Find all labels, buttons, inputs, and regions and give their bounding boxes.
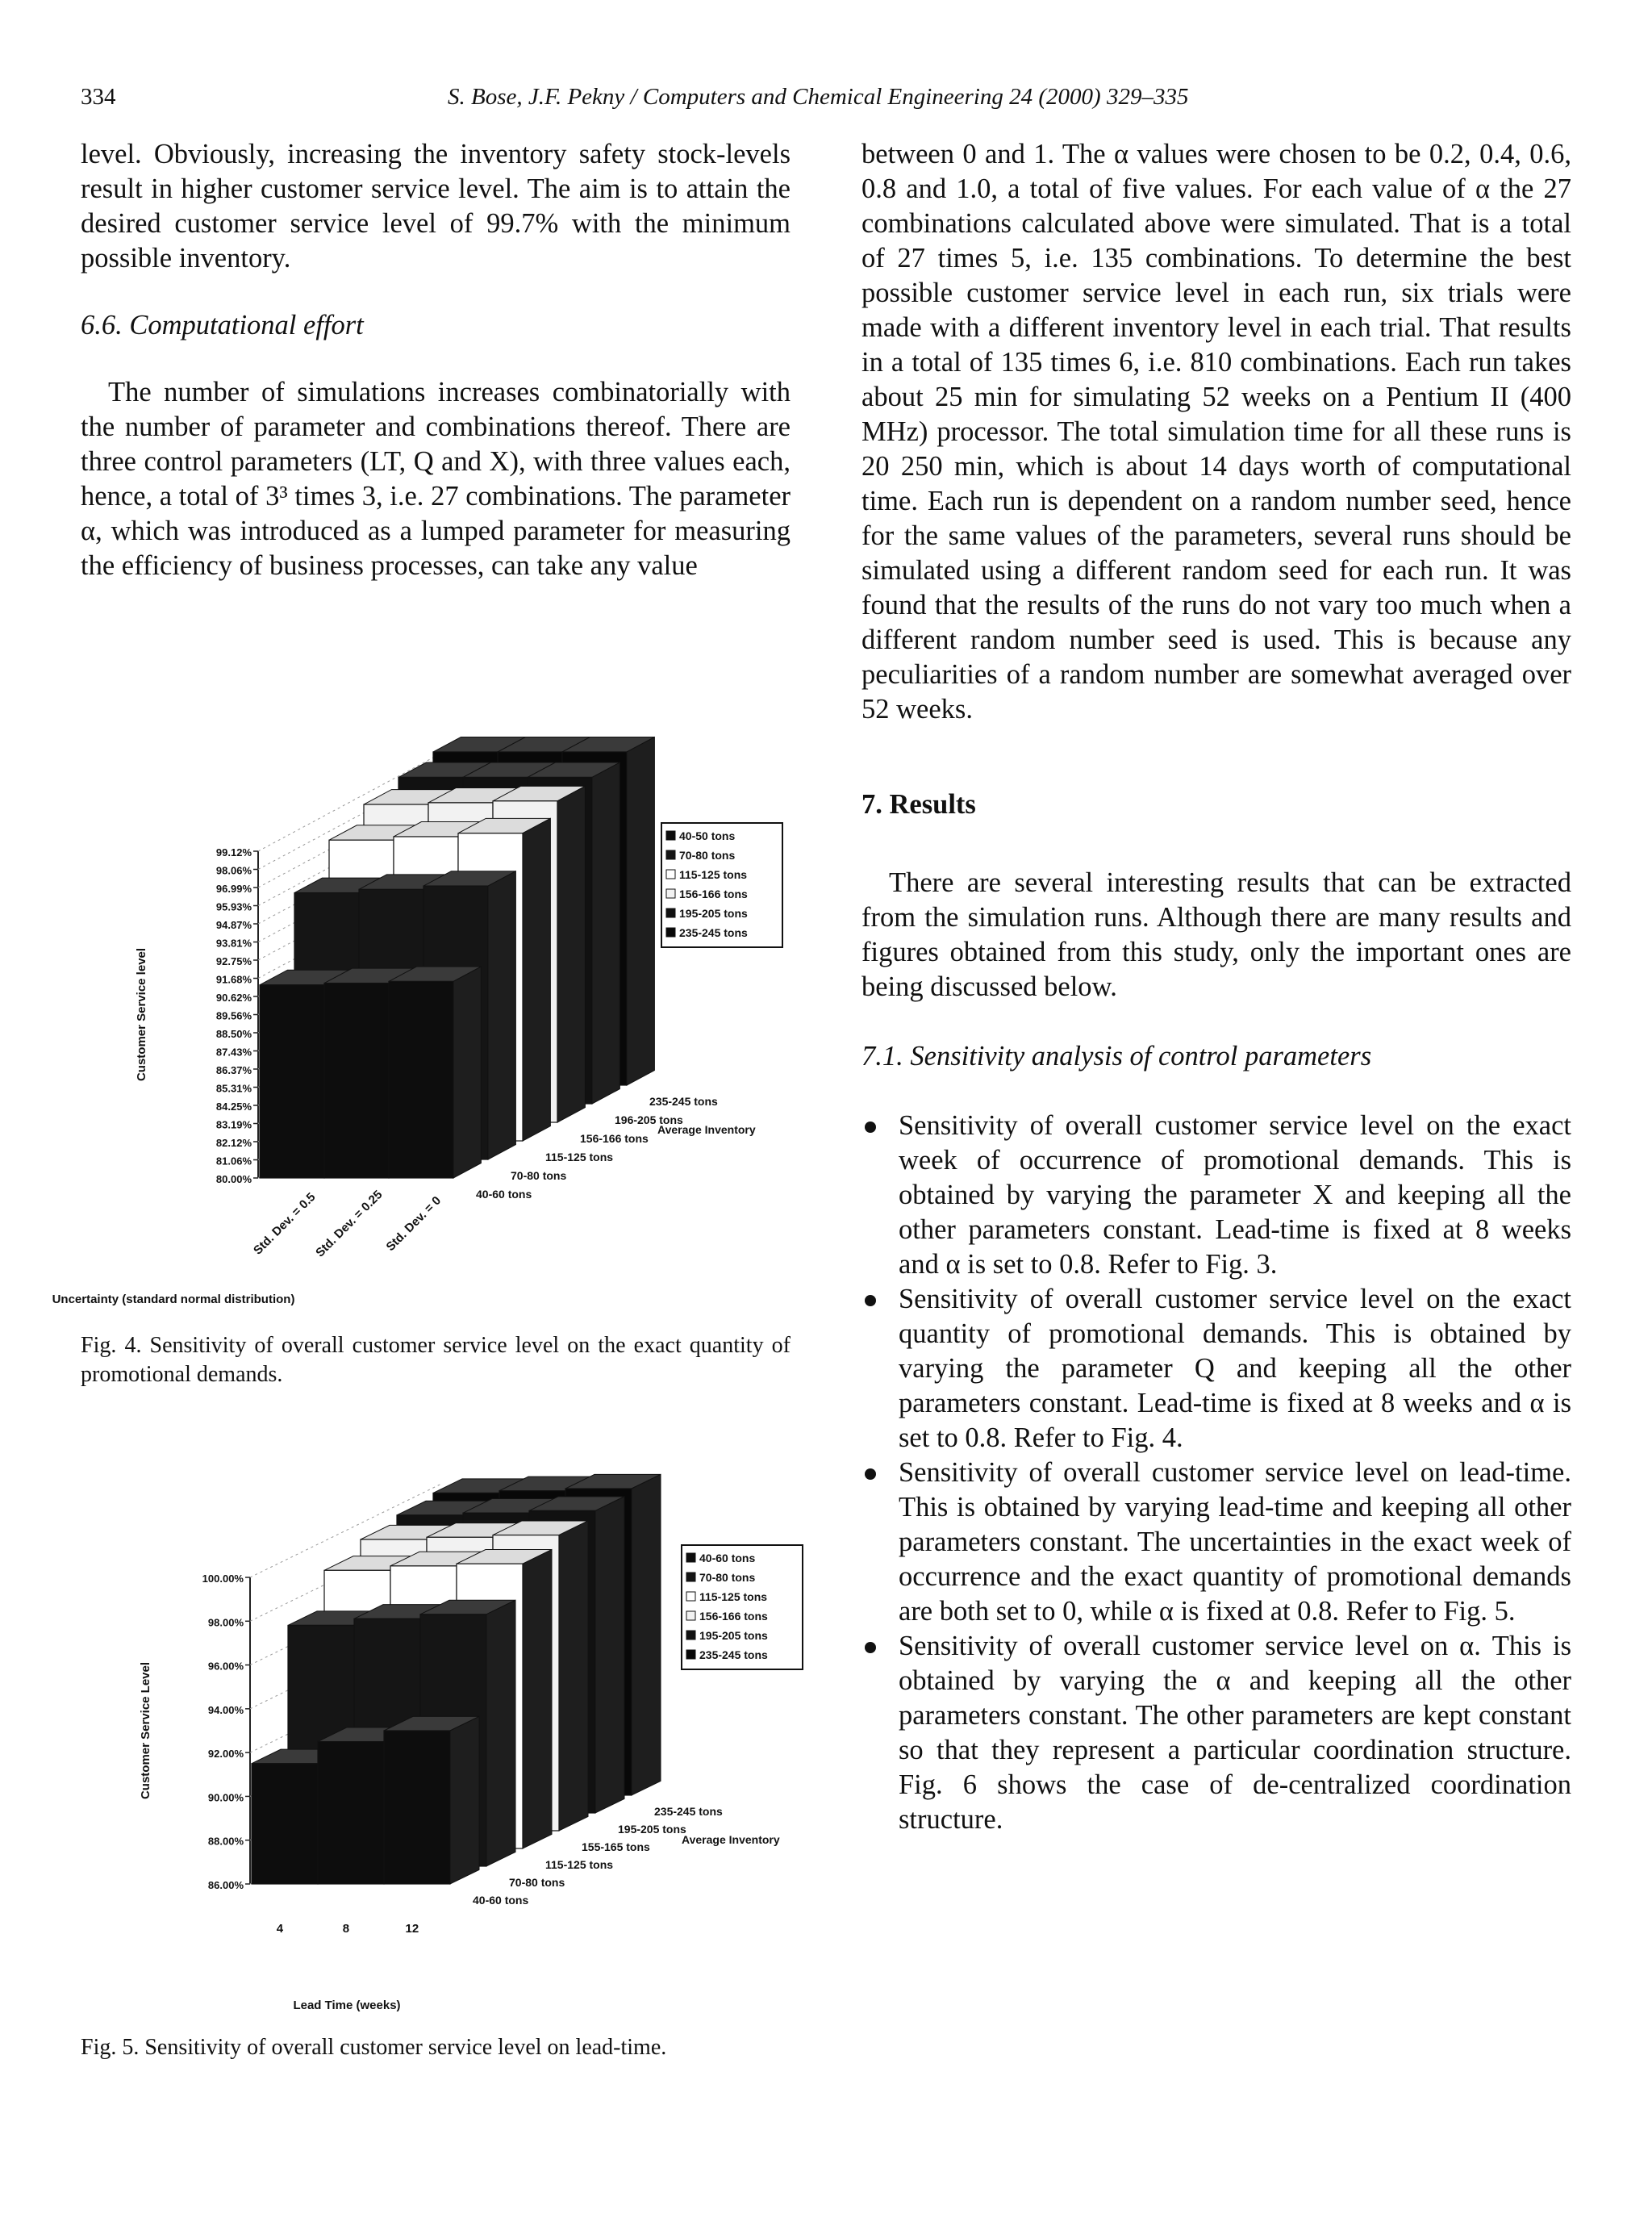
- y-tick-label: 93.81%: [215, 937, 252, 950]
- bar: [389, 981, 453, 1178]
- y-tick-label: 94.87%: [215, 919, 252, 931]
- legend-swatch: [686, 1592, 695, 1601]
- legend-label: 115-125 tons: [699, 1590, 768, 1603]
- bar-side: [486, 1600, 515, 1866]
- bar-side: [453, 967, 481, 1178]
- legend-swatch: [686, 1573, 695, 1581]
- y-tick-label: 99.12%: [215, 846, 252, 858]
- chart-fig5: [81, 1464, 791, 2021]
- page-number: 334: [81, 84, 116, 110]
- depth-label: 40-60 tons: [473, 1894, 529, 1907]
- right-column: [861, 137, 1571, 1837]
- y-tick-label: 86.37%: [215, 1064, 252, 1076]
- legend-label: 235-245 tons: [679, 926, 748, 939]
- depth-label: 156-166 tons: [580, 1132, 649, 1145]
- depth-label: 235-245 tons: [654, 1805, 723, 1818]
- y-tick-label: 88.00%: [207, 1835, 244, 1848]
- list-item: Sensitivity of overall customer service level on α. This is obtained by varying the α and keeping all the other parameters constant. The other parameters are kept constant so that they represent a particular coordination structure. Fig. 6 shows the case of de-centralized coordination structure.: [861, 1629, 1571, 1837]
- bullet-list: [861, 1109, 1571, 1837]
- x-category-label: 8: [342, 1922, 350, 1936]
- y-tick-label: 87.43%: [215, 1046, 252, 1059]
- depth-label: 195-205 tons: [618, 1823, 686, 1836]
- legend-swatch: [666, 870, 675, 879]
- y-tick-label: 90.00%: [207, 1791, 244, 1804]
- legend-label: 195-205 tons: [679, 907, 748, 920]
- paragraph: between 0 and 1. The α values were chosen to be 0.2, 0.4, 0.6, 0.8 and 1.0, a total of five values. For each value of α the 27 combinations calculated above were simulated. That is a total of 27 times 5, i.e. 135 combinations. To determine the best possible customer service level in each run, six trials were made with a different inventory level in each trial. That results in a total of 135 times 6, i.e. 810 combinations. Each run takes about 25 min for simulating 52 weeks on a Pentium II (400 MHz) processor. The total simulation time for all these runs is 20 250 min, which is about 14 days worth of computational time. Each run is dependent on a random number seed, hence for the same values of the parameters, several runs should be simulated using a different random seed for each run. It was found that the results of the runs do not vary too much when a different random number seed is used. This is because any peculiarities of a random number are somewhat averaged over 52 weeks.: [861, 139, 1571, 725]
- bar: [324, 984, 389, 1178]
- legend-label: 156-166 tons: [679, 888, 748, 900]
- legend-label: 156-166 tons: [699, 1610, 768, 1623]
- x-axis-label: Uncertainty (standard normal distribution): [52, 1293, 295, 1306]
- bar: [384, 1731, 450, 1884]
- legend-swatch: [686, 1650, 695, 1659]
- y-tick-label: 83.19%: [215, 1118, 252, 1131]
- legend-label: 195-205 tons: [699, 1629, 768, 1642]
- x-category-label: Std. Dev. = 0.25: [313, 1188, 386, 1260]
- y-axis-label: Customer Service level: [135, 947, 148, 1082]
- legend-swatch: [666, 889, 675, 898]
- y-tick-label: 80.00%: [215, 1173, 252, 1185]
- bar-side: [627, 737, 654, 1085]
- depth-label: 155-165 tons: [582, 1840, 650, 1853]
- y-tick-label: 92.75%: [215, 955, 252, 967]
- y-tick-label: 98.00%: [207, 1616, 244, 1629]
- depth-label: 235-245 tons: [649, 1095, 718, 1108]
- legend-swatch: [666, 850, 675, 859]
- figure-4: [52, 746, 791, 1389]
- legend-label: 40-50 tons: [679, 829, 736, 842]
- bar-side: [450, 1716, 479, 1884]
- bar-side: [559, 1521, 588, 1831]
- list-item: Sensitivity of overall customer service level on the exact week of occurrence of promotional demands. This is obtained by varying the parameter X and keeping all the other parameters constant. Lead-time is fixed at 8 weeks and α is set to 0.8. Refer to Fig. 3.: [861, 1109, 1571, 1282]
- y-tick-label: 96.00%: [207, 1660, 244, 1673]
- x-category-label: Std. Dev. = 0: [383, 1193, 444, 1255]
- depth-label: 115-125 tons: [545, 1858, 614, 1871]
- depth-label: 115-125 tons: [545, 1151, 614, 1163]
- depth-label: 70-80 tons: [511, 1169, 567, 1182]
- y-tick-label: 98.06%: [215, 864, 252, 877]
- chart-fig4: [52, 746, 791, 1327]
- depth-label: 70-80 tons: [509, 1876, 565, 1889]
- bar: [318, 1742, 384, 1884]
- section-heading-7: 7. Results: [861, 789, 976, 820]
- y-tick-label: 84.25%: [215, 1101, 252, 1113]
- list-item: Sensitivity of overall customer service level on the exact quantity of promotional demands. This is obtained by varying the parameter Q and keeping all the other parameters constant. Lead-time is fixed at 8 weeks and α is set to 0.8. Refer to Fig. 4.: [861, 1282, 1571, 1456]
- section-heading-7-1: 7.1. Sensitivity analysis of control parameters: [861, 1041, 1372, 1071]
- bar: [252, 1764, 318, 1884]
- section-heading-6-6: 6.6. Computational effort: [81, 310, 364, 340]
- legend-swatch: [686, 1611, 695, 1620]
- legend-label: 40-60 tons: [699, 1552, 756, 1564]
- y-tick-label: 81.06%: [215, 1155, 252, 1167]
- y-tick-label: 95.93%: [215, 900, 252, 913]
- paragraph: The number of simulations increases combinatorially with the number of parameter and combinations thereof. There are three control parameters (LT, Q and X), with three values each, hence, a total of 3³ times 3, i.e. 27 combinations. The parameter α, which was introduced as a lumped parameter for measuring the efficiency of business processes, can take any value: [81, 377, 791, 581]
- legend-label: 70-80 tons: [699, 1571, 756, 1584]
- legend-label: 115-125 tons: [679, 868, 748, 881]
- bar-side: [595, 1497, 624, 1813]
- left-column: [81, 137, 791, 583]
- y-axis-label: Customer Service Level: [139, 1661, 152, 1800]
- bar-side: [632, 1474, 661, 1795]
- paragraph: level. Obviously, increasing the inventory safety stock-levels result in higher customer service level. The aim is to attain the desired customer service level of 99.7% with the minimum possible inventory.: [81, 139, 791, 274]
- depth-label: 40-60 tons: [476, 1188, 532, 1201]
- bar-side: [523, 818, 550, 1141]
- y-tick-label: 85.31%: [215, 1082, 252, 1095]
- z-axis-label: Average Inventory: [682, 1833, 780, 1846]
- legend-swatch: [666, 928, 675, 937]
- x-category-label: 12: [405, 1922, 419, 1936]
- legend-swatch: [686, 1553, 695, 1562]
- figure-caption: Fig. 4. Sensitivity of overall customer service level on the exact quantity of promotional demands.: [81, 1333, 791, 1387]
- bar: [260, 985, 324, 1178]
- bar-side: [557, 786, 585, 1122]
- legend-label: 70-80 tons: [679, 849, 736, 862]
- y-tick-label: 89.56%: [215, 1009, 252, 1022]
- bar-side: [488, 871, 515, 1159]
- running-head: S. Bose, J.F. Pekny / Computers and Chemical Engineering 24 (2000) 329–335: [448, 84, 1189, 110]
- bar-side: [592, 762, 620, 1104]
- y-tick-label: 94.00%: [207, 1703, 244, 1716]
- paragraph: There are several interesting results that can be extracted from the simulation runs. Although there are many results and figures obtained from this study, only the important ones are being discussed below.: [861, 867, 1571, 1002]
- legend-swatch: [666, 831, 675, 840]
- bar-side: [523, 1550, 552, 1848]
- x-axis-label: Lead Time (weeks): [293, 1999, 401, 2012]
- running-header: [81, 84, 1571, 116]
- figure-5: [81, 1464, 791, 2062]
- legend-label: 235-245 tons: [699, 1648, 768, 1661]
- y-tick-label: 90.62%: [215, 992, 252, 1004]
- y-tick-label: 92.00%: [207, 1748, 244, 1761]
- legend-swatch: [666, 909, 675, 917]
- y-tick-label: 91.68%: [215, 973, 252, 986]
- z-axis-label: Average Inventory: [657, 1123, 756, 1136]
- legend-swatch: [686, 1631, 695, 1639]
- depth-label: 196-205 tons: [615, 1113, 683, 1126]
- list-item: Sensitivity of overall customer service level on lead-time. This is obtained by varying lead-time and keeping all other parameters constant. The uncertainties in the exact week of occurrence and the exact quantity of promotional demands are both set to 0, while α is fixed at 0.8. Refer to Fig. 5.: [861, 1456, 1571, 1629]
- x-category-label: Std. Dev. = 0.5: [251, 1190, 319, 1258]
- x-category-label: 4: [276, 1922, 284, 1936]
- y-tick-label: 82.12%: [215, 1137, 252, 1149]
- y-tick-label: 88.50%: [215, 1028, 252, 1040]
- y-tick-label: 96.99%: [215, 883, 252, 895]
- figure-caption: Fig. 5. Sensitivity of overall customer service level on lead-time.: [81, 2035, 667, 2060]
- y-tick-label: 100.00%: [202, 1573, 244, 1585]
- y-tick-label: 86.00%: [207, 1879, 244, 1891]
